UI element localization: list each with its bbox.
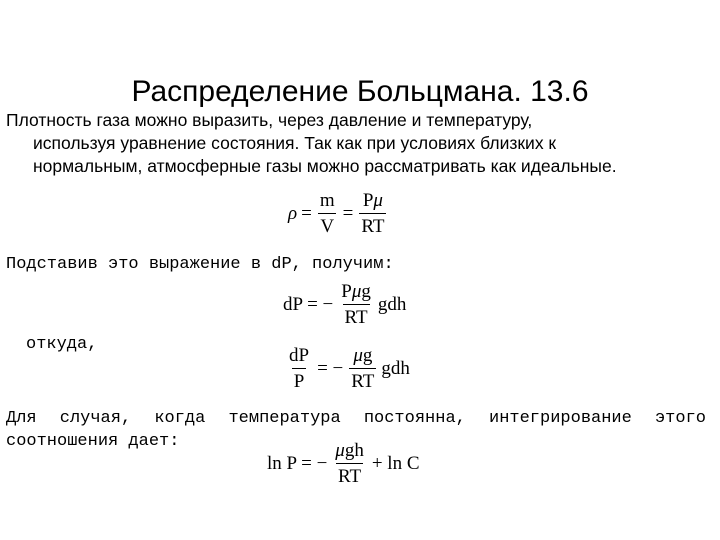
equals-minus: = − (317, 358, 344, 379)
numerator-gh: gh (344, 440, 364, 461)
paragraph-line: соотношения дает: (6, 432, 180, 451)
numerator-p: P (362, 190, 374, 211)
word: температура (228, 409, 341, 428)
denominator: RT (343, 304, 370, 329)
numerator-g: g (361, 281, 371, 302)
numerator (351, 345, 374, 368)
tail: gdh (381, 358, 410, 379)
fraction-mug-over-rt (349, 345, 376, 393)
lhs: dP (283, 294, 304, 315)
numerator-mu: μ (335, 440, 345, 461)
relative-differential-formula (285, 345, 410, 393)
word: случая, (59, 409, 132, 428)
log-pressure-formula (267, 440, 420, 488)
tail: gdh (377, 294, 407, 315)
numerator (339, 281, 373, 304)
fraction-dp-over-p (287, 345, 311, 393)
denominator: V (318, 213, 336, 238)
word: этого (654, 409, 706, 428)
tail: + ln C (371, 453, 420, 474)
equals-sign: = (301, 203, 312, 224)
slide-title: Распределение Больцмана. 13.6 (131, 75, 589, 108)
fraction-m-over-v (318, 190, 337, 238)
paragraph-line: используя уравнение состояния. Так как при условиях близких к (33, 133, 557, 153)
numerator-mu: μ (351, 281, 362, 302)
word: когда (154, 409, 206, 428)
numerator: m (319, 190, 335, 211)
fraction-pmug-over-rt (339, 281, 373, 329)
numerator (361, 190, 385, 213)
denominator: RT (336, 463, 363, 488)
justified-line (6, 407, 706, 430)
numerator-mu: μ (373, 190, 383, 211)
density-formula (288, 190, 388, 238)
denominator: RT (349, 368, 376, 393)
paragraph-line: нормальным, атмосферные газы можно рассматривать как идеальные. (33, 156, 617, 176)
numerator (333, 440, 366, 463)
paragraph-line: Плотность газа можно выразить, через давление и температуру, (6, 110, 533, 130)
fraction-mugh-over-rt (333, 440, 366, 488)
numerator: dP (289, 345, 310, 366)
lhs: ln P (267, 453, 298, 474)
word: постоянна, (363, 409, 466, 428)
equals-sign: = (342, 203, 354, 224)
numerator-p: P (341, 281, 352, 302)
numerator-g: g (362, 345, 373, 366)
paragraph-line: Подставив это выражение в dP, получим: (6, 255, 394, 274)
paragraph-line: откуда, (26, 335, 98, 354)
rho-symbol: ρ (288, 203, 298, 224)
equals-minus: = − (307, 294, 334, 315)
pressure-differential-formula (283, 281, 406, 329)
denominator: P (292, 368, 307, 393)
equals-minus: = − (301, 453, 328, 474)
fraction-pmu-over-rt (359, 190, 386, 238)
denominator: RT (359, 213, 386, 238)
word: Для (6, 409, 37, 428)
word: интегрирование (489, 409, 632, 428)
numerator-mu: μ (353, 345, 363, 366)
